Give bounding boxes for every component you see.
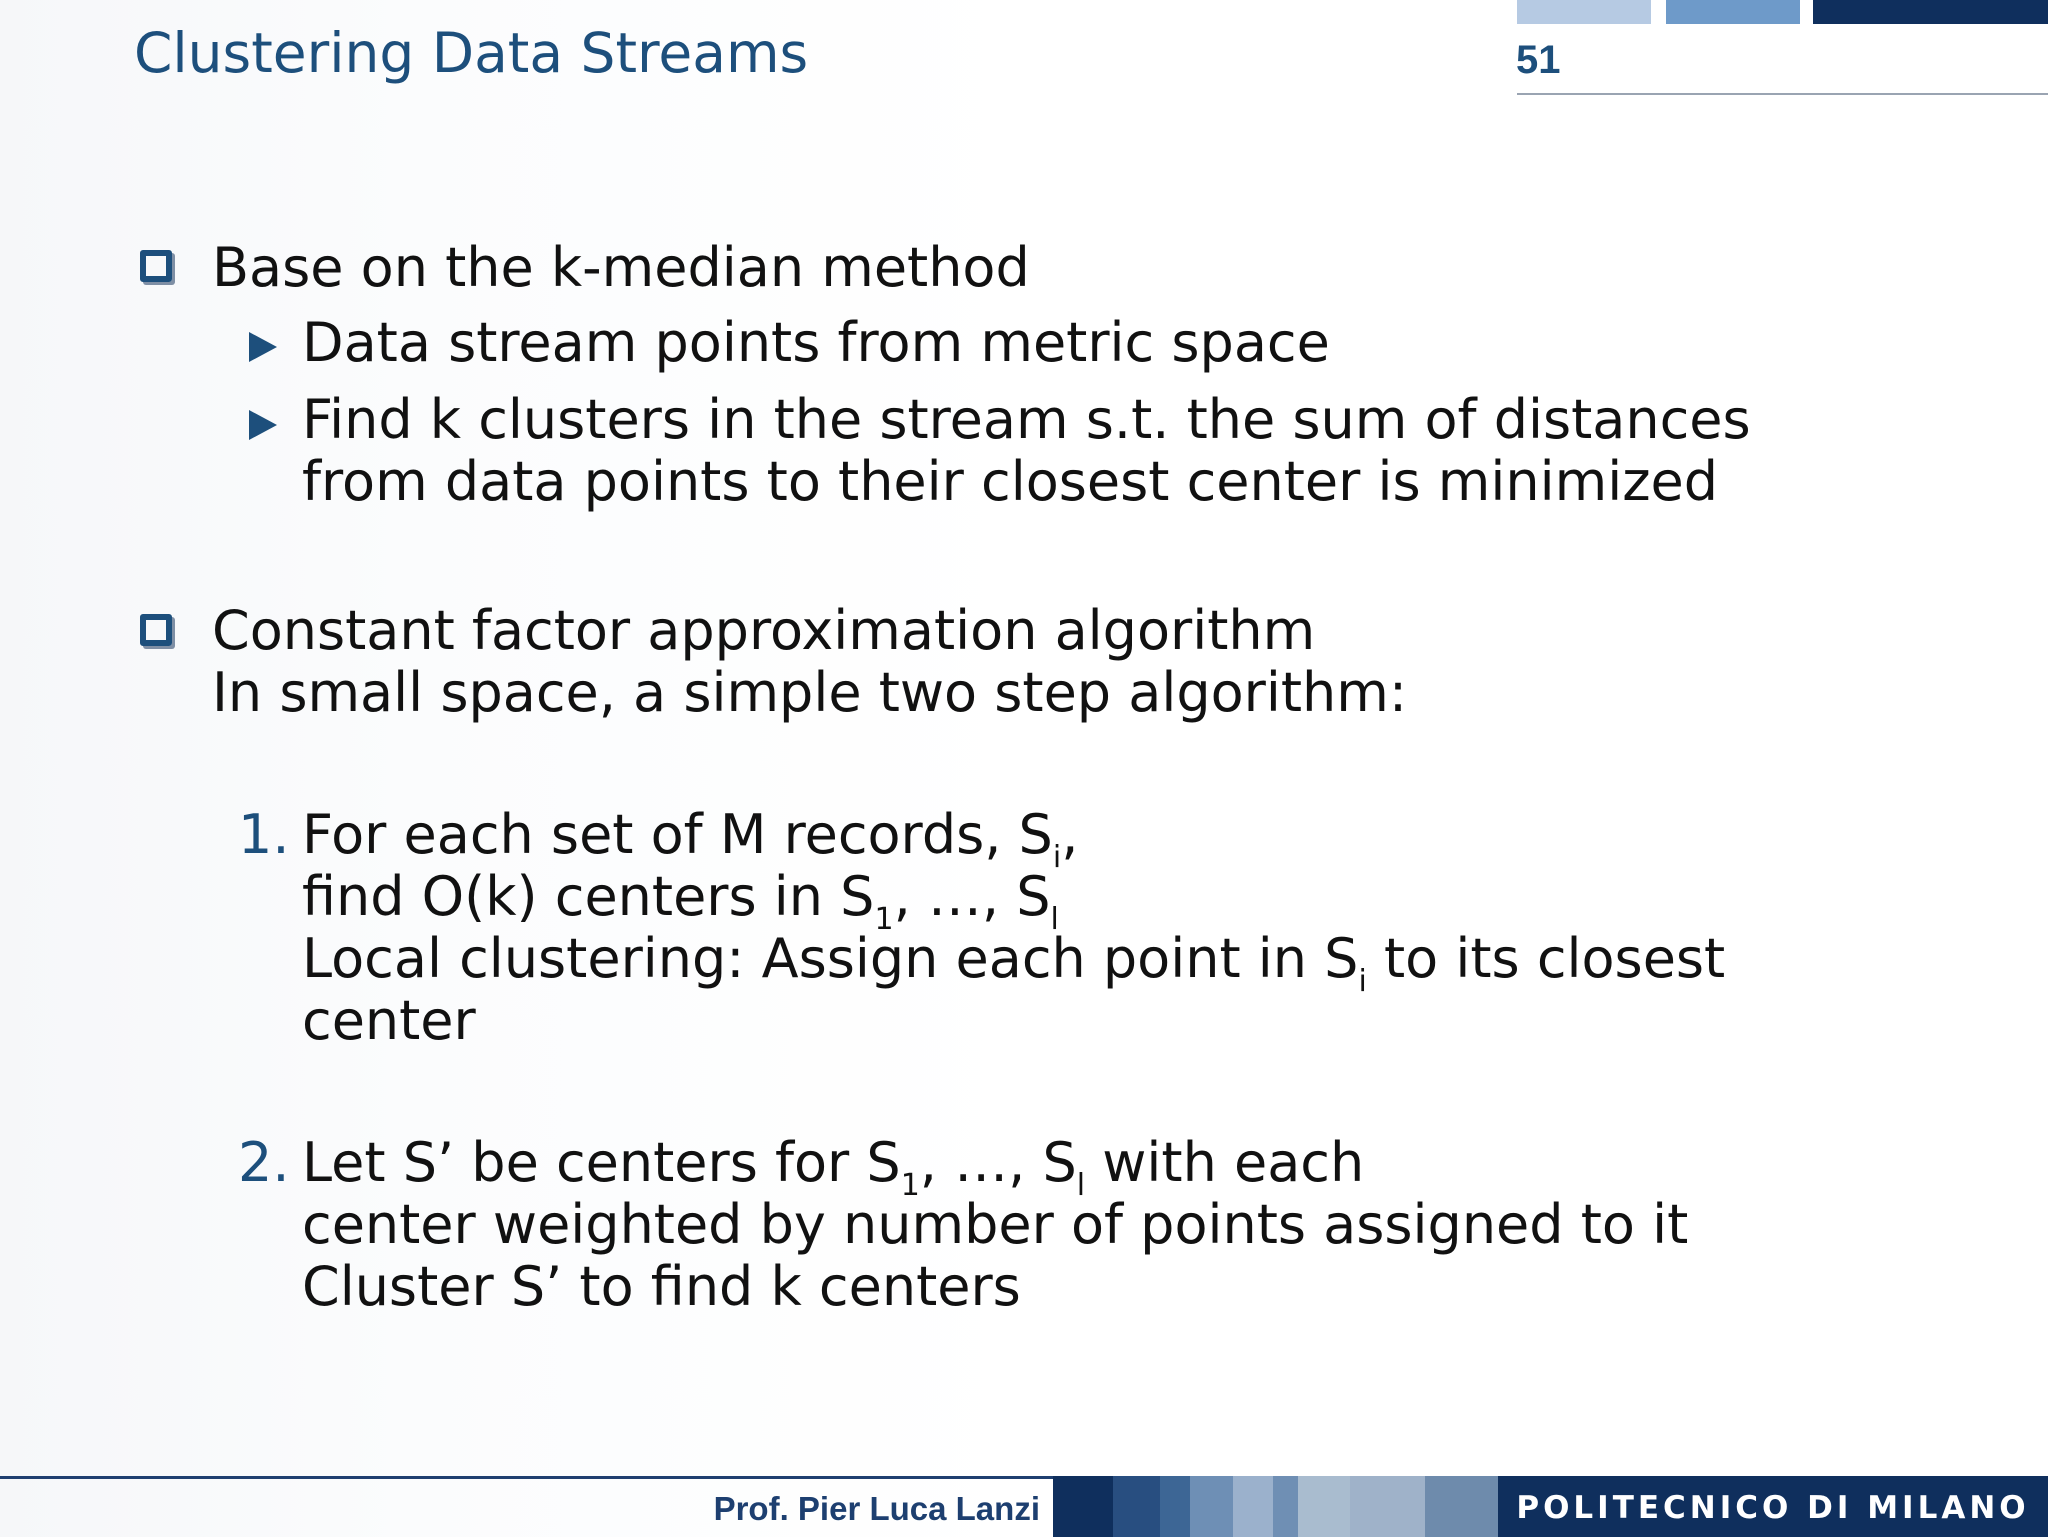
- step-number: 1.: [238, 803, 290, 866]
- triangle-right-icon: [249, 332, 277, 362]
- checkbox-square-icon: [140, 614, 172, 646]
- author-name: Prof. Pier Luca Lanzi: [713, 1490, 1040, 1527]
- step-text: center: [302, 989, 476, 1052]
- bullet-text-continued: In small space, a simple two step algorithm:: [212, 661, 1408, 724]
- step-text: Local clustering: Assign each point in $S_i$ to its closest: [302, 927, 1726, 999]
- step-text: center weighted by number of points assigned to it: [302, 1193, 1689, 1256]
- sub-bullet-text: Find k clusters in the stream s.t. the sum of distances: [302, 388, 1751, 451]
- slide-title: Clustering Data Streams: [134, 21, 809, 85]
- header-decoration-mid: [1666, 0, 1800, 24]
- bullet-text: Base on the k-median method: [212, 236, 1030, 299]
- header-decoration-dark: [1813, 0, 2048, 24]
- step-text: find O(k) centers in $S_1$, …, $S_l$: [302, 865, 1059, 937]
- checkbox-square-icon: [140, 250, 172, 282]
- step-text: Let S’ be centers for $S_1$, …, $S_l$ with each: [302, 1131, 1365, 1203]
- header-decoration-light: [1517, 0, 1651, 24]
- institution-logo-text: POLITECNICO DI MILANO: [1516, 1490, 2030, 1526]
- step-number: 2.: [238, 1131, 290, 1194]
- page-number: 51: [1516, 38, 1561, 82]
- bullet-text: Constant factor approximation algorithm: [212, 599, 1316, 662]
- step-text: For each set of M records, $S_i$,: [302, 803, 1079, 875]
- step-text: Cluster S’ to find k centers: [302, 1255, 1021, 1318]
- header-divider: [1517, 93, 2048, 95]
- footer-divider: [0, 1476, 1060, 1479]
- sub-bullet-text: Data stream points from metric space: [302, 311, 1330, 374]
- triangle-right-icon: [249, 410, 277, 440]
- sub-bullet-text-continued: from data points to their closest center is minimized: [302, 450, 1719, 513]
